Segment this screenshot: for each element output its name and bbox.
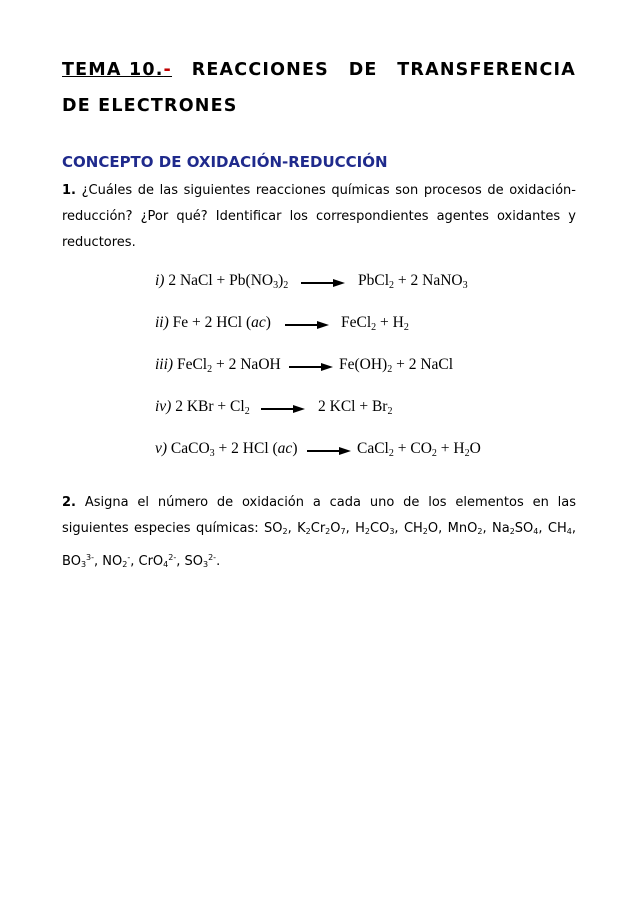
- title-word: DE: [348, 60, 378, 80]
- species-line: $BO_3^{3-}$, $NO_2^-$, CrO$_4^{2-}$, $SO_3^{2-}$.: [62, 553, 221, 569]
- question-number: 2.: [62, 495, 76, 510]
- question-text: reductores.: [62, 235, 136, 250]
- question-number: 1.: [62, 183, 76, 198]
- title-word: TRANSFERENCIA: [397, 60, 576, 80]
- reaction-arrow: [289, 362, 333, 372]
- question-text: ¿Cuáles de las siguientes reacciones químicas son procesos de oxidación-: [81, 183, 576, 198]
- reaction-arrow: [301, 278, 345, 288]
- question-text: Asigna el número de oxidación a cada uno de los elementos en las: [84, 495, 577, 510]
- question-2: [62, 490, 576, 578]
- title-number: TEMA 10.-: [62, 60, 173, 80]
- question-1: [62, 178, 576, 256]
- document-title-line2: DE ELECTRONES: [62, 96, 238, 116]
- reaction-arrow: [307, 446, 351, 456]
- document-page: TEMA 10.- REACCIONES DE TRANSFERENCIA DE ELECTRONES CONCEPTO DE OXIDACIÓN-REDUCCIÓN 1. ¿Cuáles de las siguientes reacciones químicas son procesos de oxidación- reducción? ¿Por qué? Identificar los correspondientes agentes oxidantes y reductores. i) 2 NaCl + $Pb(NO_3)_2$ PbCl$_2$ + 2 NaNO$_3$ ii) Fe + 2 HCl (ac) FeCl$_2$ + $H_2$ iii) FeCl$_2$ + 2 NaOH $Fe(OH)_2 + 2$ NaCl iv) 2 KBr + $Cl_2$ 2 KCl + $Br_2$ v) CaCO$_3$ + 2 HCl (ac) CaCl$_2$ + $CO_2 + H_2O$ 2. Asigna el número de oxidación a cada uno de los elementos en las siguientes especies químicas: $SO_2$, $K_2Cr_2O_7$, $H_2CO_3$, $CH_2O$, MnO$_2$, $Na_2SO_4$, $CH_4$, $BO_3^{3-}$, $NO_2^-$, CrO$_4^{2-}$, $SO_3^{2-}$.: [0, 0, 638, 903]
- reaction-arrow: [261, 404, 305, 414]
- question-text: reducción? ¿Por qué? Identificar los correspondientes agentes oxidantes y: [62, 209, 576, 224]
- species-line: siguientes especies químicas: $SO_2$, $K_2Cr_2O_7$, $H_2CO_3$, $CH_2O$, MnO$_2$, $Na_2SO_4$, $CH_4$,: [62, 521, 576, 536]
- title-word: REACCIONES: [191, 60, 329, 80]
- document-title: [62, 60, 576, 80]
- section-title: CONCEPTO DE OXIDACIÓN-REDUCCIÓN: [62, 153, 388, 171]
- reaction-arrow: [285, 320, 329, 330]
